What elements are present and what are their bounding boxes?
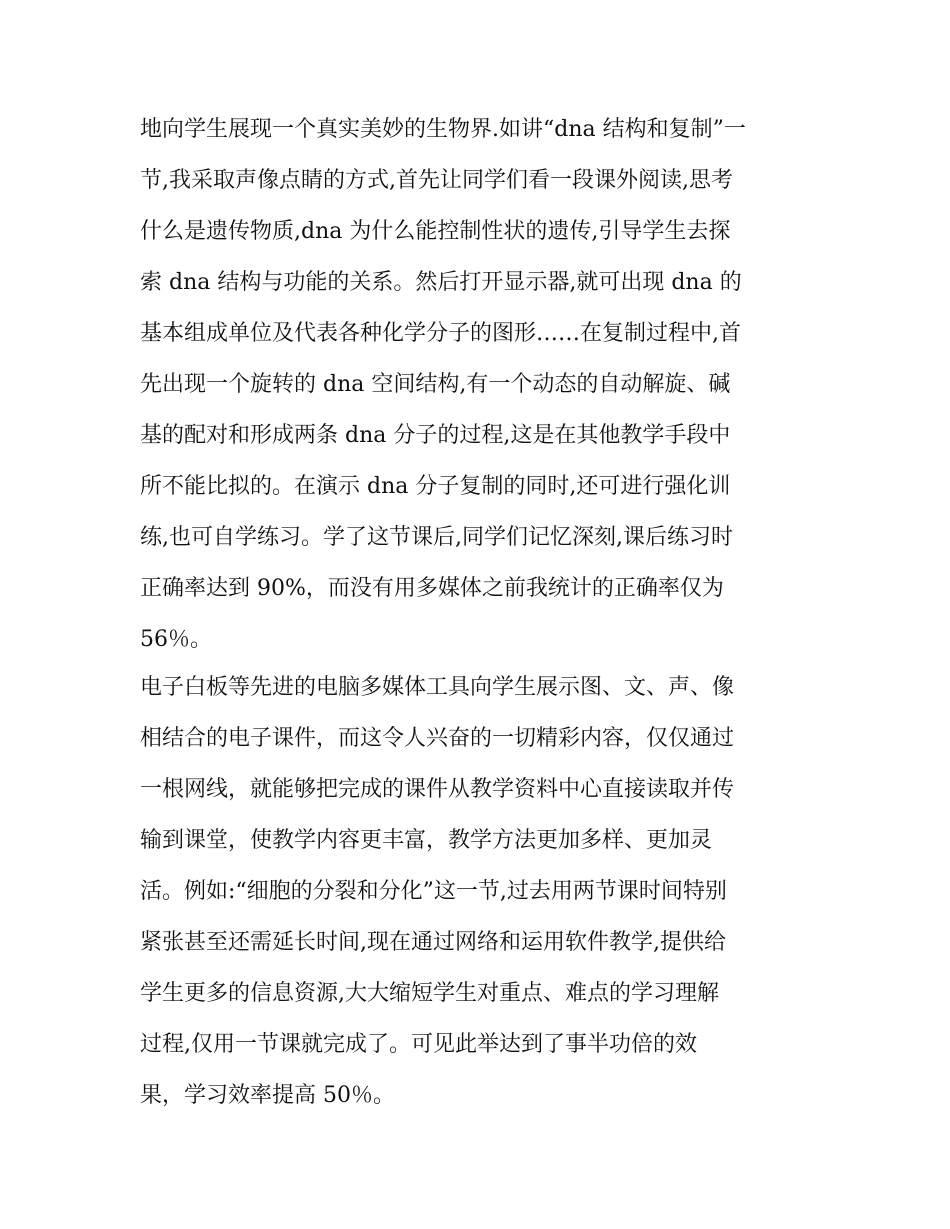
paragraph-line: 正确率达到 90%，而没有用多媒体之前我统计的正确率仅为 (140, 576, 724, 601)
paragraph-line: 活。例如:“细胞的分裂和分化”这一节,过去用两节课时间特别 (140, 879, 727, 904)
paragraph-line: 先出现一个旋转的 dna 空间结构,有一个动态的自动解旋、碱 (140, 372, 731, 397)
paragraph-line: 基的配对和形成两条 dna 分子的过程,这是在其他教学手段中 (140, 423, 731, 448)
paragraph-line: 学生更多的信息资源,大大缩短学生对重点、难点的学习理解 (140, 981, 719, 1006)
paragraph-line: 练,也可自学练习。学了这节课后,同学们记忆深刻,课后练习时 (140, 525, 733, 550)
paragraph-line: 基本组成单位及代表各种化学分子的图形……在复制过程中,首 (140, 321, 741, 346)
paragraph-line: 紧张甚至还需延长时间,现在通过网络和运用软件教学,提供给 (140, 930, 726, 955)
paragraph-2 (140, 662, 830, 1121)
paragraph-line: 什么是遗传物质,dna 为什么能控制性状的遗传,引导学生去探 (140, 219, 731, 244)
paragraph-line: 索 dna 结构与功能的关系。然后打开显示器,就可出现 dna 的 (140, 270, 742, 295)
paragraph-line: 一根网线，就能够把完成的课件从教学资料中心直接读取并传 (140, 777, 735, 802)
paragraph-line: 输到课堂，使教学内容更丰富，教学方法更加多样、更加灵 (140, 828, 713, 853)
paragraph-line: 所不能比拟的。在演示 dna 分子复制的同时,还可进行强化训 (140, 474, 731, 499)
paragraph-line: 电子白板等先进的电脑多媒体工具向学生展示图、文、声、像 (140, 675, 735, 700)
paragraph-line: 56％。 (140, 627, 212, 652)
paragraph-line: 节,我采取声像点睛的方式,首先让同学们看一段课外阅读,思考 (140, 168, 733, 193)
paragraph-line: 地向学生展现一个真实美妙的生物界.如讲“dna 结构和复制”一 (140, 117, 746, 142)
paragraph-line: 过程,仅用一节课就完成了。可见此举达到了事半功倍的效 (140, 1032, 697, 1057)
paragraph-line: 果，学习效率提高 50％。 (140, 1083, 395, 1108)
paragraph-1 (140, 104, 830, 665)
paragraph-line: 相结合的电子课件，而这令人兴奋的一切精彩内容，仅仅通过 (140, 726, 735, 751)
